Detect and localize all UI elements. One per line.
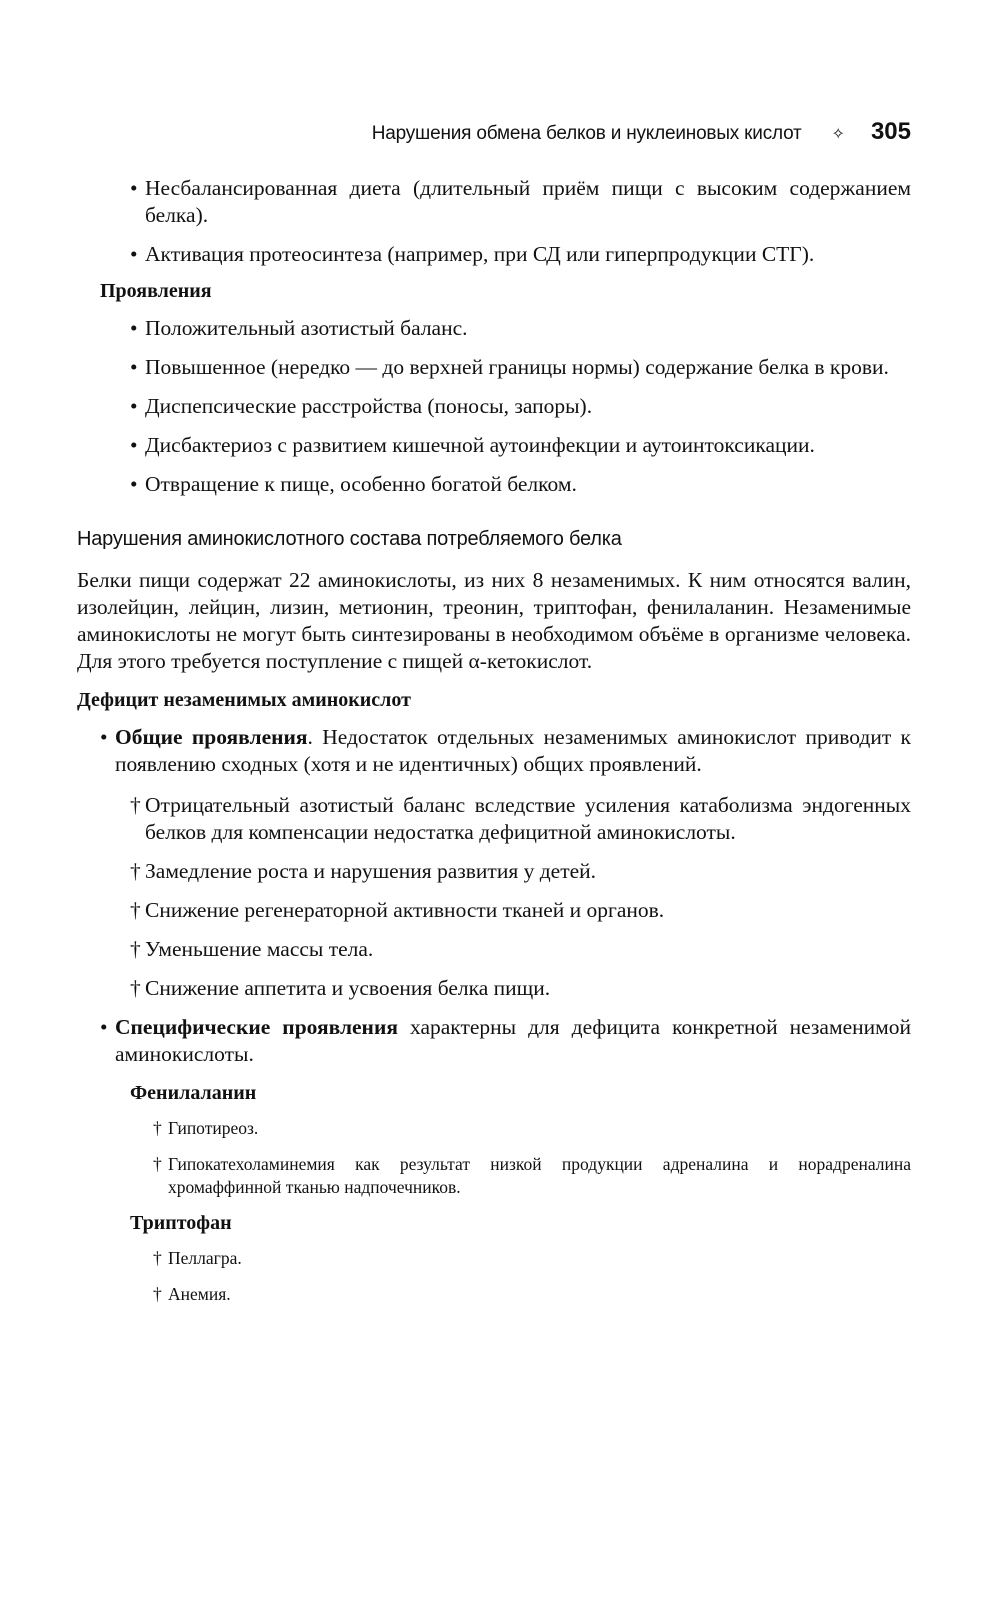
page-body — [77, 175, 911, 1319]
list-item-text: Замедление роста и нарушения развития у детей. — [145, 859, 597, 883]
list-item-text: Гипокатехоламинемия как результат низкой продукции адреналина и норадреналина хромаффинной тканью надпочечников. — [168, 1154, 911, 1197]
dagger-icon: † — [130, 898, 141, 922]
dagger-icon: † — [130, 859, 141, 883]
list-item — [77, 354, 911, 381]
ornament-icon: ✧ — [831, 124, 845, 143]
list-item-text: Пеллагра. — [168, 1248, 242, 1268]
list-item-text: Несбалансированная диета (длительный приём пищи с высоким содержанием белка). — [145, 176, 911, 227]
list-item — [77, 858, 911, 885]
tryptophan-heading: Триптофан — [130, 1212, 232, 1234]
list-item — [77, 432, 911, 459]
dagger-icon: † — [130, 793, 141, 817]
list-item — [77, 1283, 911, 1306]
list-item — [77, 175, 911, 229]
list-item — [77, 1117, 911, 1140]
section-title: Нарушения аминокислотного состава потребляемого белка — [77, 528, 622, 550]
dagger-icon: † — [153, 1118, 162, 1138]
list-item — [77, 471, 911, 498]
general-manifestations-label: Общие проявления — [115, 725, 308, 749]
bullet-icon: • — [100, 725, 108, 749]
dagger-icon: † — [153, 1284, 162, 1304]
bullet-icon: • — [130, 472, 138, 496]
specific-manifestations-item — [77, 1014, 911, 1068]
dagger-icon: † — [153, 1248, 162, 1268]
list-item-text: Отвращение к пище, особенно богатой белком. — [145, 472, 577, 496]
dagger-icon: † — [130, 937, 141, 961]
list-item-text: Снижение аппетита и усвоения белка пищи. — [145, 976, 551, 1000]
list-item — [77, 897, 911, 924]
list-item — [77, 975, 911, 1002]
list-item — [77, 1153, 911, 1199]
list-item-text: Дисбактериоз с развитием кишечной аутоинфекции и аутоинтоксикации. — [145, 433, 815, 457]
dagger-icon: † — [153, 1154, 162, 1174]
phenylalanine-heading: Фенилаланин — [130, 1082, 257, 1104]
list-item — [77, 936, 911, 963]
list-item-text: Повышенное (нередко — до верхней границы нормы) содержание белка в крови. — [145, 355, 889, 379]
list-item-text: Анемия. — [168, 1284, 231, 1304]
bullet-icon: • — [130, 355, 138, 379]
specific-manifestations-label: Специфические проявления — [115, 1015, 398, 1039]
list-item — [77, 1247, 911, 1270]
list-item-text: Активация протеосинтеза (например, при СД или гиперпродукции СТГ). — [145, 242, 815, 266]
dagger-icon: † — [130, 976, 141, 1000]
bullet-icon: • — [100, 1015, 108, 1039]
list-item-text: Отрицательный азотистый баланс вследствие усиления катаболизма эндогенных белков для компенсации недостатка дефицитной аминокислоты. — [145, 793, 911, 844]
list-item — [77, 315, 911, 342]
general-manifestations-text: . Недостаток отдельных незаменимых аминокислот приводит к появлению сходных (хотя и не идентичных) общих проявлений. — [115, 725, 911, 776]
general-manifestations-item — [77, 724, 911, 778]
list-item-text: Уменьшение массы тела. — [145, 937, 374, 961]
list-item — [77, 792, 911, 846]
specific-manifestations-text: характерны для дефицита конкретной незаменимой аминокислоты. — [115, 1015, 911, 1066]
list-item-text: Диспепсические расстройства (поносы, запоры). — [145, 394, 593, 418]
deficit-heading: Дефицит незаменимых аминокислот — [77, 689, 411, 711]
list-item-text: Снижение регенераторной активности тканей и органов. — [145, 898, 665, 922]
list-item — [77, 393, 911, 420]
running-head — [0, 118, 911, 146]
list-item-text: Гипотиреоз. — [168, 1118, 259, 1138]
page-number: 305 — [870, 118, 911, 145]
manifestations-heading: Проявления — [100, 280, 212, 302]
bullet-icon: • — [130, 316, 138, 340]
bullet-icon: • — [130, 433, 138, 457]
body-paragraph: Белки пищи содержат 22 аминокислоты, из них 8 незаменимых. К ним относятся валин, изолейцин, лейцин, лизин, метионин, треонин, триптофан, фенилаланин. Незаменимые аминокислоты не могут быть синтезированы в необходимом объёме в организме человека. Для этого требуется поступление с пищей α-кетокислот. — [77, 568, 911, 673]
bullet-icon: • — [130, 176, 138, 200]
bullet-icon: • — [130, 242, 138, 266]
list-item — [77, 241, 911, 268]
bullet-icon: • — [130, 394, 138, 418]
list-item-text: Положительный азотистый баланс. — [145, 316, 468, 340]
running-title: Нарушения обмена белков и нуклеиновых кислот — [371, 123, 802, 144]
